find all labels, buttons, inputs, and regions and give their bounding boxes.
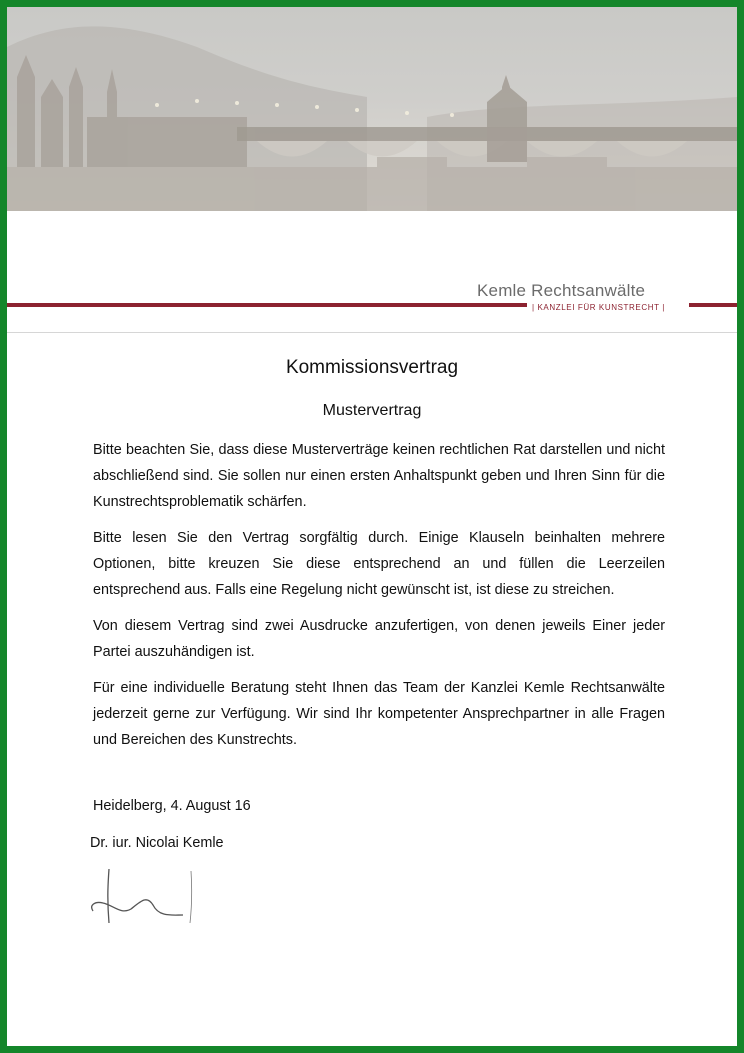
signature-image — [87, 865, 197, 927]
document-title: Kommissionsvertrag — [285, 357, 459, 378]
firm-name: Kemle Rechtsanwälte — [477, 281, 646, 300]
place-date: Heidelberg, 4. August 16 — [93, 798, 251, 814]
firm-tagline: | KANZLEI FÜR KUNSTRECHT | — [532, 303, 665, 312]
paragraph: Bitte lesen Sie den Vertrag sorgfältig durch. Einige Klauseln beinhalten mehrere Optionen, bitte kreuzen Sie diese entsprechend an und füllen die Leerzeilen entsprechend aus. Falls eine Regelung nicht gewünscht ist, ist diese zu streichen. — [93, 530, 665, 598]
header-cityscape-image — [7, 7, 737, 211]
document-page — [7, 7, 737, 1046]
header-divider — [7, 332, 737, 333]
firm-logo — [477, 281, 687, 312]
paragraph: Bitte beachten Sie, dass diese Musterverträge keinen rechtlichen Rat darstellen und nicht abschließend sind. Sie sollen nur einen ersten Anhaltspunkt geben und Ihren Sinn für die Kunstrechtsproblematik schärfen. — [93, 442, 665, 510]
paragraph: Für eine individuelle Beratung steht Ihnen das Team der Kanzlei Kemle Rechtsanwälte jederzeit gerne zur Verfügung. Wir sind Ihr kompetenter Ansprechpartner in alle Fragen und Bereichen des Kunstrechts. — [93, 680, 665, 748]
document-body — [93, 437, 665, 763]
document-subtitle: Mustervertrag — [322, 402, 422, 419]
paragraph: Von diesem Vertrag sind zwei Ausdrucke anzufertigen, von denen jeweils Einer jeder Partei auszuhändigen ist. — [93, 618, 665, 660]
header-rule-left — [7, 303, 527, 307]
signer-name: Dr. iur. Nicolai Kemle — [90, 835, 224, 851]
header-rule-right — [689, 303, 737, 307]
